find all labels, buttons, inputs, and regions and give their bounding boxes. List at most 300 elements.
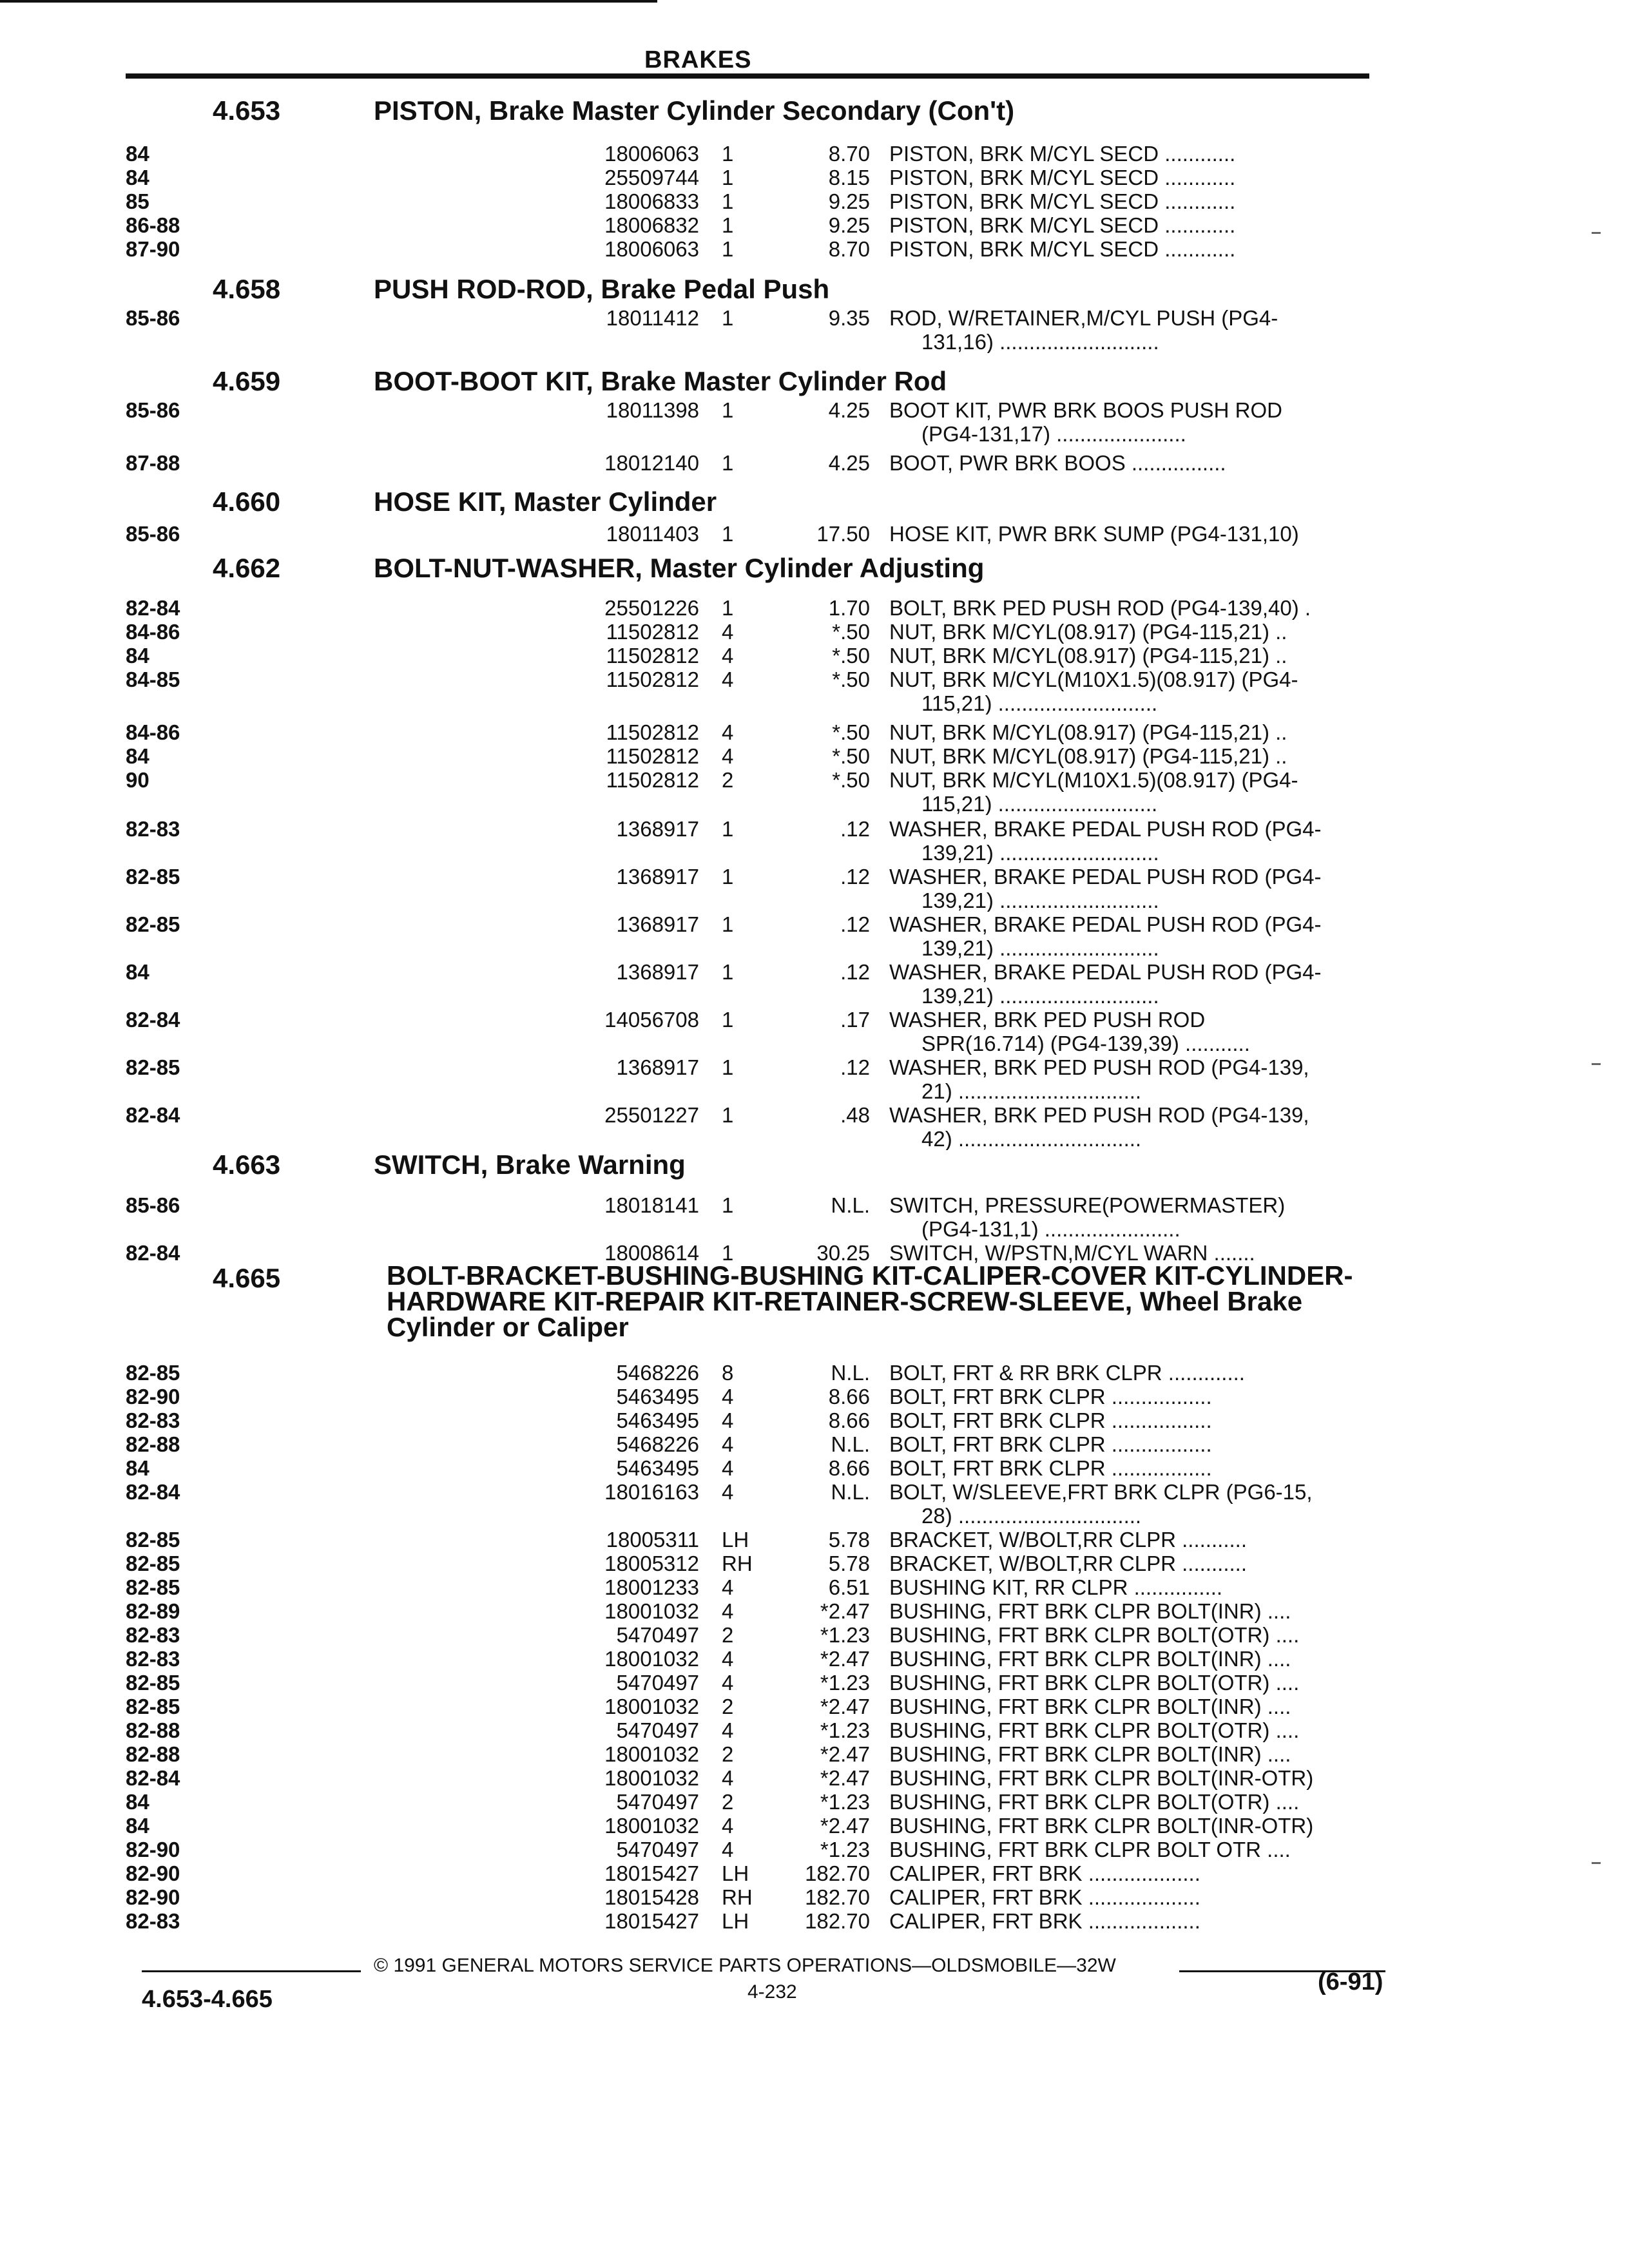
price: 8.70	[828, 142, 870, 166]
price: 4.25	[828, 398, 870, 422]
year-cell: 82-88	[126, 1432, 180, 1456]
table-row	[126, 451, 1382, 474]
table-row	[126, 1103, 1382, 1126]
description: NUT, BRK M/CYL(M10X1.5)(08.917) (PG4-	[889, 668, 1298, 691]
description: CALIPER, FRT BRK ...................	[889, 1909, 1200, 1933]
year-cell: 82-90	[126, 1885, 180, 1909]
year-cell: 82-90	[126, 1385, 180, 1408]
price: 8.66	[828, 1385, 870, 1408]
table-row	[126, 398, 1382, 421]
table-row	[126, 1432, 1382, 1456]
description: BUSHING, FRT BRK CLPR BOLT(INR) ....	[889, 1647, 1291, 1671]
part-number: 18001032	[604, 1742, 699, 1766]
part-number: 1368917	[616, 1055, 699, 1079]
part-number: 5463495	[616, 1385, 699, 1408]
description-continuation: 139,21) ...........................	[921, 936, 1159, 959]
table-row	[126, 166, 1382, 189]
section-number: 4.665	[213, 1263, 281, 1293]
description: BOLT, FRT BRK CLPR .................	[889, 1385, 1212, 1408]
section-number: 4.658	[213, 274, 281, 304]
year-cell: 87-90	[126, 237, 180, 261]
description: BRACKET, W/BOLT,RR CLPR ...........	[889, 1528, 1247, 1552]
description: ROD, W/RETAINER,M/CYL PUSH (PG4-	[889, 306, 1278, 330]
part-number: 18006063	[604, 237, 699, 261]
quantity: 4	[722, 1385, 734, 1408]
part-number: 18001032	[604, 1695, 699, 1718]
quantity: 1	[722, 213, 734, 237]
quantity: 2	[722, 1623, 734, 1647]
section-title: BOLT-BRACKET-BUSHING-BUSHING KIT-CALIPER-COVER KIT-CYLINDER-HARDWARE KIT-REPAIR KIT-RETAINER-SCREW-SLEEVE, Wheel Brake Cylinder or Caliper	[387, 1260, 1353, 1342]
description-continuation: 139,21) ...........................	[921, 984, 1159, 1007]
table-row	[126, 1385, 1382, 1408]
description: BOLT, W/SLEEVE,FRT BRK CLPR (PG6-15,	[889, 1480, 1313, 1504]
part-number: 5470497	[616, 1671, 699, 1695]
price: .48	[840, 1103, 870, 1127]
price: *.50	[832, 744, 870, 768]
table-row	[126, 1552, 1382, 1575]
quantity: 1	[722, 1103, 734, 1127]
price: .12	[840, 865, 870, 889]
price: *1.23	[820, 1718, 870, 1742]
year-cell: 86-88	[126, 213, 180, 237]
part-number: 5468226	[616, 1361, 699, 1385]
table-row	[126, 1861, 1382, 1885]
section-number: 4.660	[213, 486, 281, 517]
part-number: 11502812	[606, 644, 699, 668]
table-row	[126, 306, 1382, 329]
quantity: RH	[722, 1885, 753, 1909]
part-number: 1368917	[616, 817, 699, 841]
table-row	[126, 1695, 1382, 1718]
description: NUT, BRK M/CYL(08.917) (PG4-115,21) ..	[889, 644, 1287, 668]
price: .17	[840, 1008, 870, 1032]
table-row	[126, 1193, 1382, 1216]
description: BOLT, FRT BRK CLPR .................	[889, 1456, 1212, 1480]
top-rule	[0, 0, 657, 3]
price: 1.70	[828, 596, 870, 620]
price: 6.51	[828, 1575, 870, 1599]
part-number: 18012140	[604, 451, 699, 475]
table-row	[126, 1241, 1382, 1264]
quantity: 4	[722, 668, 734, 691]
section-number: 4.662	[213, 553, 281, 583]
description: WASHER, BRAKE PEDAL PUSH ROD (PG4-	[889, 912, 1322, 936]
part-number: 18015428	[604, 1885, 699, 1909]
header-rule	[126, 73, 1369, 79]
price: N.L.	[831, 1193, 870, 1217]
table-row	[126, 1480, 1382, 1503]
description: CALIPER, FRT BRK ...................	[889, 1885, 1200, 1909]
table-row	[126, 620, 1382, 643]
description: BUSHING, FRT BRK CLPR BOLT(OTR) ....	[889, 1790, 1300, 1814]
description: BOOT KIT, PWR BRK BOOS PUSH ROD	[889, 398, 1282, 422]
description: PISTON, BRK M/CYL SECD ............	[889, 142, 1236, 166]
quantity: 1	[722, 1241, 734, 1265]
quantity: 2	[722, 1742, 734, 1766]
description: BUSHING, FRT BRK CLPR BOLT(INR-OTR)	[889, 1814, 1314, 1838]
table-row	[126, 142, 1382, 165]
price: *.50	[832, 644, 870, 668]
table-row	[126, 1742, 1382, 1765]
quantity: 2	[722, 1695, 734, 1718]
year-cell: 82-90	[126, 1838, 180, 1861]
description: BOLT, BRK PED PUSH ROD (PG4-139,40) .	[889, 596, 1311, 620]
table-row	[126, 912, 1382, 936]
price: *1.23	[820, 1671, 870, 1695]
part-number: 25501226	[604, 596, 699, 620]
description: WASHER, BRK PED PUSH ROD (PG4-139,	[889, 1055, 1309, 1079]
table-row	[126, 720, 1382, 744]
table-row	[126, 1408, 1382, 1432]
table-row	[126, 1718, 1382, 1742]
description: BUSHING, FRT BRK CLPR BOLT OTR ....	[889, 1838, 1291, 1861]
part-number: 18016163	[604, 1480, 699, 1504]
table-row	[126, 522, 1382, 545]
part-number: 18005311	[606, 1528, 699, 1552]
description: CALIPER, FRT BRK ...................	[889, 1861, 1200, 1885]
quantity: 1	[722, 1055, 734, 1079]
part-number: 5463495	[616, 1456, 699, 1480]
quantity: 1	[722, 451, 734, 475]
part-number: 18011412	[606, 306, 699, 330]
quantity: 4	[722, 1408, 734, 1432]
description: BOOT, PWR BRK BOOS ................	[889, 451, 1226, 475]
part-number: 25509744	[604, 166, 699, 189]
year-cell: 84	[126, 744, 149, 768]
year-cell: 82-88	[126, 1742, 180, 1766]
quantity: LH	[722, 1909, 749, 1933]
margin-mark	[1592, 1063, 1601, 1065]
table-row	[126, 644, 1382, 667]
description: BOLT, FRT BRK CLPR .................	[889, 1408, 1212, 1432]
table-row	[126, 1575, 1382, 1599]
table-row	[126, 596, 1382, 619]
quantity: 1	[722, 166, 734, 189]
year-cell: 84	[126, 644, 149, 668]
price: *.50	[832, 720, 870, 744]
part-number: 18001032	[604, 1647, 699, 1671]
price: *.50	[832, 620, 870, 644]
description: BUSHING KIT, RR CLPR ...............	[889, 1575, 1223, 1599]
year-cell: 84	[126, 960, 149, 984]
year-cell: 82-84	[126, 596, 180, 620]
year-cell: 82-83	[126, 1623, 180, 1647]
quantity: 2	[722, 1790, 734, 1814]
quantity: 1	[722, 522, 734, 546]
year-cell: 84	[126, 1790, 149, 1814]
quantity: 1	[722, 398, 734, 422]
table-row	[126, 1814, 1382, 1837]
part-number: 11502812	[606, 744, 699, 768]
table-row	[126, 213, 1382, 236]
year-cell: 84	[126, 142, 149, 166]
table-row	[126, 1361, 1382, 1384]
price: 182.70	[805, 1909, 870, 1933]
price: .12	[840, 960, 870, 984]
description-continuation: 139,21) ...........................	[921, 889, 1159, 912]
year-cell: 82-85	[126, 1552, 180, 1575]
quantity: 4	[722, 744, 734, 768]
part-number: 18011403	[606, 522, 699, 546]
footer-rule-left	[142, 1970, 361, 1972]
table-row	[126, 1790, 1382, 1813]
price: 5.78	[828, 1528, 870, 1552]
description-continuation: 115,21) ...........................	[921, 792, 1158, 815]
price: 30.25	[816, 1241, 870, 1265]
year-cell: 82-88	[126, 1718, 180, 1742]
price: 4.25	[828, 451, 870, 475]
year-cell: 82-85	[126, 1575, 180, 1599]
price: 9.25	[828, 213, 870, 237]
description: SWITCH, W/PSTN,M/CYL WARN .......	[889, 1241, 1255, 1265]
description: SWITCH, PRESSURE(POWERMASTER)	[889, 1193, 1286, 1217]
part-number: 18006063	[604, 142, 699, 166]
table-row	[126, 1528, 1382, 1551]
description: BUSHING, FRT BRK CLPR BOLT(INR) ....	[889, 1695, 1291, 1718]
year-cell: 84-86	[126, 620, 180, 644]
description-continuation: 28) ...............................	[921, 1504, 1142, 1527]
description: BOLT, FRT BRK CLPR .................	[889, 1432, 1212, 1456]
price: 17.50	[816, 522, 870, 546]
page-number: 4-232	[747, 1981, 797, 2003]
quantity: 1	[722, 1008, 734, 1032]
table-row	[126, 960, 1382, 983]
quantity: 4	[722, 720, 734, 744]
quantity: 1	[722, 865, 734, 889]
price: N.L.	[831, 1480, 870, 1504]
year-cell: 82-85	[126, 1671, 180, 1695]
description: WASHER, BRAKE PEDAL PUSH ROD (PG4-	[889, 865, 1322, 889]
price: *1.23	[820, 1623, 870, 1647]
quantity: 8	[722, 1361, 734, 1385]
year-cell: 84-86	[126, 720, 180, 744]
section-title: HOSE KIT, Master Cylinder	[374, 486, 717, 517]
section-number: 4.659	[213, 366, 281, 396]
table-row	[126, 768, 1382, 791]
quantity: 4	[722, 1575, 734, 1599]
quantity: 4	[722, 1480, 734, 1504]
year-cell: 85-86	[126, 522, 180, 546]
part-number: 1368917	[616, 960, 699, 984]
description: HOSE KIT, PWR BRK SUMP (PG4-131,10)	[889, 522, 1299, 546]
year-cell: 82-84	[126, 1241, 180, 1265]
year-cell: 87-88	[126, 451, 180, 475]
description-continuation: SPR(16.714) (PG4-139,39) ...........	[921, 1032, 1250, 1055]
quantity: LH	[722, 1528, 749, 1552]
price: 182.70	[805, 1885, 870, 1909]
year-cell: 82-83	[126, 1408, 180, 1432]
year-cell: 82-84	[126, 1480, 180, 1504]
description: PISTON, BRK M/CYL SECD ............	[889, 166, 1236, 189]
description: WASHER, BRAKE PEDAL PUSH ROD (PG4-	[889, 960, 1322, 984]
part-number: 18006832	[604, 213, 699, 237]
section-title: BOLT-NUT-WASHER, Master Cylinder Adjusting	[374, 553, 985, 583]
description: BOLT, FRT & RR BRK CLPR .............	[889, 1361, 1245, 1385]
year-cell: 82-83	[126, 1647, 180, 1671]
table-row	[126, 1055, 1382, 1079]
table-row	[126, 1909, 1382, 1932]
description-continuation: 21) ...............................	[921, 1079, 1142, 1102]
part-number: 1368917	[616, 912, 699, 936]
part-number: 18001032	[604, 1814, 699, 1838]
part-number: 5470497	[616, 1623, 699, 1647]
part-number: 5463495	[616, 1408, 699, 1432]
year-cell: 85-86	[126, 1193, 180, 1217]
part-number: 11502812	[606, 768, 699, 792]
price: .12	[840, 912, 870, 936]
year-cell: 82-85	[126, 1361, 180, 1385]
table-row	[126, 1885, 1382, 1908]
price: .12	[840, 1055, 870, 1079]
margin-mark	[1592, 1862, 1601, 1864]
table-row	[126, 1838, 1382, 1861]
year-cell: 82-90	[126, 1861, 180, 1885]
part-number: 5470497	[616, 1718, 699, 1742]
part-number: 18015427	[604, 1861, 699, 1885]
table-row	[126, 1766, 1382, 1789]
description: NUT, BRK M/CYL(08.917) (PG4-115,21) ..	[889, 744, 1287, 768]
price: *.50	[832, 668, 870, 691]
table-row	[126, 1599, 1382, 1622]
price: 182.70	[805, 1861, 870, 1885]
quantity: 4	[722, 1838, 734, 1861]
price: *1.23	[820, 1838, 870, 1861]
part-number: 18008614	[604, 1241, 699, 1265]
quantity: 4	[722, 1671, 734, 1695]
price: *2.47	[820, 1599, 870, 1623]
description-continuation: (PG4-131,1) .......................	[921, 1217, 1181, 1240]
quantity: 4	[722, 1456, 734, 1480]
quantity: 1	[722, 306, 734, 330]
price: 8.70	[828, 237, 870, 261]
description: NUT, BRK M/CYL(08.917) (PG4-115,21) ..	[889, 620, 1287, 644]
table-row	[126, 817, 1382, 840]
section-title: BOOT-BOOT KIT, Brake Master Cylinder Rod	[374, 366, 947, 396]
part-number: 11502812	[606, 720, 699, 744]
price: 8.66	[828, 1456, 870, 1480]
year-cell: 82-84	[126, 1008, 180, 1032]
description: BUSHING, FRT BRK CLPR BOLT(OTR) ....	[889, 1718, 1300, 1742]
description: BRACKET, W/BOLT,RR CLPR ...........	[889, 1552, 1247, 1575]
year-cell: 85	[126, 189, 149, 213]
quantity: 2	[722, 768, 734, 792]
part-number: 18001032	[604, 1766, 699, 1790]
description: PISTON, BRK M/CYL SECD ............	[889, 189, 1236, 213]
year-cell: 82-84	[126, 1766, 180, 1790]
price: *1.23	[820, 1790, 870, 1814]
price: *2.47	[820, 1647, 870, 1671]
table-row	[126, 1008, 1382, 1031]
part-number: 11502812	[606, 668, 699, 691]
table-row	[126, 1456, 1382, 1479]
section-number: 4.663	[213, 1149, 281, 1180]
quantity: 1	[722, 817, 734, 841]
year-cell: 84	[126, 1814, 149, 1838]
quantity: 1	[722, 912, 734, 936]
price: .12	[840, 817, 870, 841]
part-number: 14056708	[604, 1008, 699, 1032]
year-cell: 84	[126, 1456, 149, 1480]
quantity: 4	[722, 1599, 734, 1623]
quantity: 4	[722, 620, 734, 644]
year-cell: 82-85	[126, 1695, 180, 1718]
part-number: 5470497	[616, 1838, 699, 1861]
section-title: PUSH ROD-ROD, Brake Pedal Push	[374, 274, 830, 304]
part-number: 11502812	[606, 620, 699, 644]
quantity: 1	[722, 142, 734, 166]
table-row	[126, 1647, 1382, 1670]
table-row	[126, 744, 1382, 767]
year-cell: 82-85	[126, 1528, 180, 1552]
price: *2.47	[820, 1814, 870, 1838]
description: BUSHING, FRT BRK CLPR BOLT(INR) ....	[889, 1742, 1291, 1766]
part-number: 5470497	[616, 1790, 699, 1814]
description: BUSHING, FRT BRK CLPR BOLT(INR-OTR)	[889, 1766, 1314, 1790]
quantity: 4	[722, 644, 734, 668]
description: WASHER, BRK PED PUSH ROD (PG4-139,	[889, 1103, 1309, 1127]
price: 9.35	[828, 306, 870, 330]
description: NUT, BRK M/CYL(M10X1.5)(08.917) (PG4-	[889, 768, 1298, 792]
quantity: 4	[722, 1766, 734, 1790]
year-cell: 82-85	[126, 1055, 180, 1079]
price: 8.66	[828, 1408, 870, 1432]
year-cell: 84-85	[126, 668, 180, 691]
year-cell: 82-84	[126, 1103, 180, 1127]
year-cell: 85-86	[126, 398, 180, 422]
section-title: PISTON, Brake Master Cylinder Secondary (Con't)	[374, 95, 1015, 126]
table-row	[126, 237, 1382, 260]
quantity: LH	[722, 1861, 749, 1885]
description: WASHER, BRK PED PUSH ROD	[889, 1008, 1206, 1032]
page-title: BRAKES	[644, 46, 752, 73]
part-number: 25501227	[604, 1103, 699, 1127]
description: NUT, BRK M/CYL(08.917) (PG4-115,21) ..	[889, 720, 1287, 744]
quantity: RH	[722, 1552, 753, 1575]
description-continuation: 139,21) ...........................	[921, 841, 1159, 864]
description: PISTON, BRK M/CYL SECD ............	[889, 213, 1236, 237]
revision-date: (6-91)	[1318, 1968, 1383, 1995]
section-range: 4.653-4.665	[142, 1986, 273, 2013]
section-number: 4.653	[213, 95, 281, 126]
description-continuation: 42) ...............................	[921, 1127, 1142, 1150]
quantity: 4	[722, 1432, 734, 1456]
description-continuation: (PG4-131,17) ......................	[921, 422, 1186, 445]
table-row	[126, 865, 1382, 888]
quantity: 1	[722, 1193, 734, 1217]
price: N.L.	[831, 1432, 870, 1456]
description: BUSHING, FRT BRK CLPR BOLT(OTR) ....	[889, 1623, 1300, 1647]
price: 8.15	[828, 166, 870, 189]
description: BUSHING, FRT BRK CLPR BOLT(INR) ....	[889, 1599, 1291, 1623]
year-cell: 82-89	[126, 1599, 180, 1623]
price: N.L.	[831, 1361, 870, 1385]
table-row	[126, 189, 1382, 213]
margin-mark	[1592, 232, 1601, 234]
part-number: 18001233	[604, 1575, 699, 1599]
part-number: 18005312	[604, 1552, 699, 1575]
description: WASHER, BRAKE PEDAL PUSH ROD (PG4-	[889, 817, 1322, 841]
year-cell: 84	[126, 166, 149, 189]
part-number: 18015427	[604, 1909, 699, 1933]
table-row	[126, 1623, 1382, 1646]
description: PISTON, BRK M/CYL SECD ............	[889, 237, 1236, 261]
quantity: 1	[722, 189, 734, 213]
year-cell: 90	[126, 768, 149, 792]
description: BUSHING, FRT BRK CLPR BOLT(OTR) ....	[889, 1671, 1300, 1695]
table-row	[126, 668, 1382, 691]
year-cell: 82-83	[126, 1909, 180, 1933]
description-continuation: 115,21) ...........................	[921, 691, 1158, 715]
